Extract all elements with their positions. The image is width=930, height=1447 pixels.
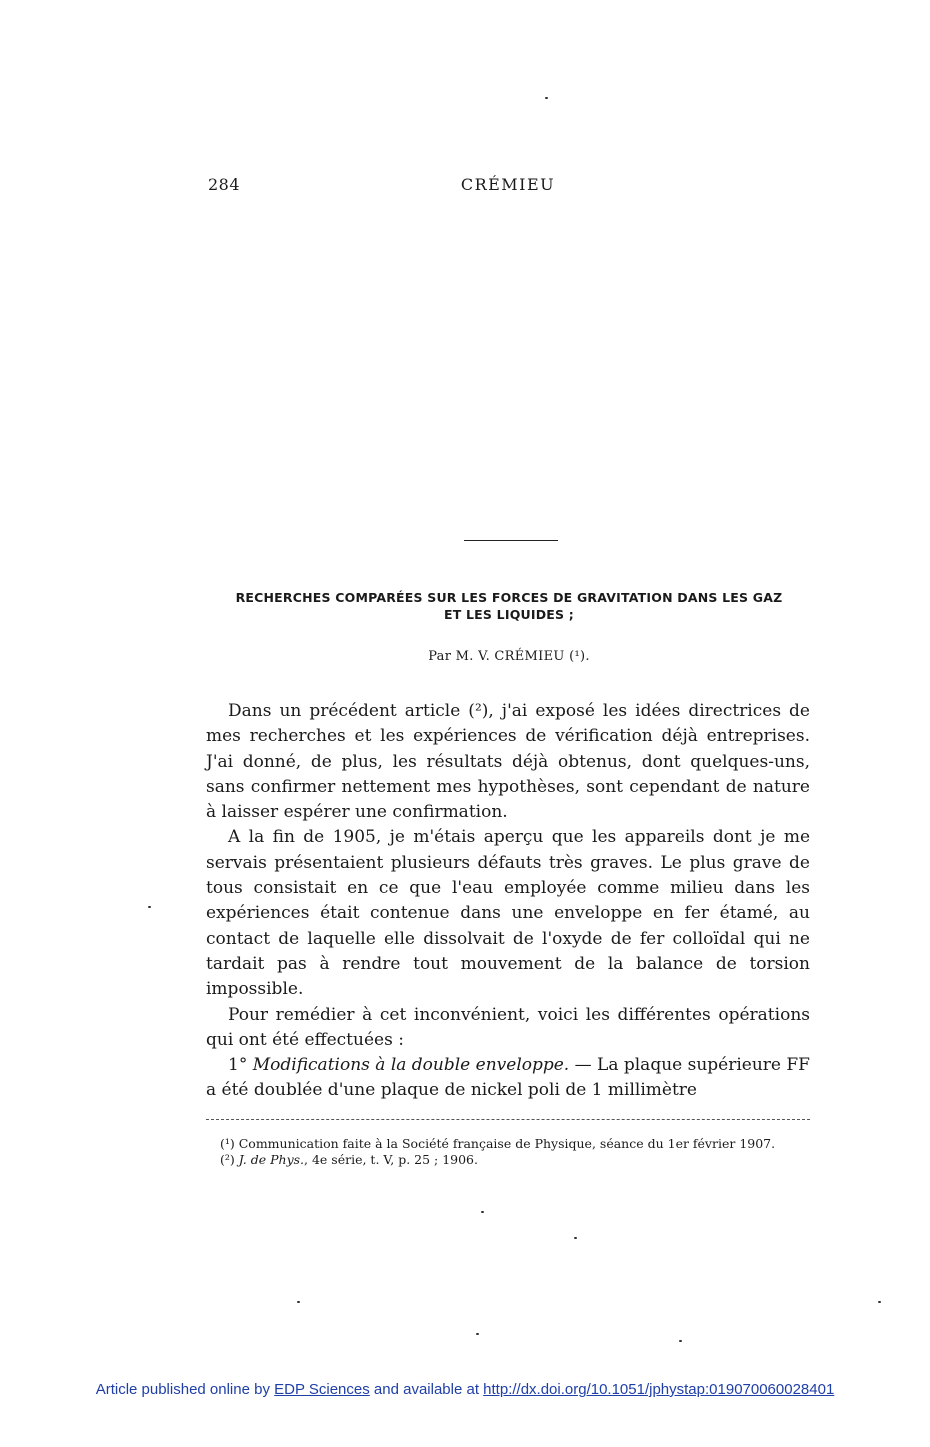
article-title (206, 589, 812, 623)
footnote-2-marker: (²) (220, 1152, 239, 1167)
paragraph-4-text: — La plaque supérieure FF a été doublée d'une plaque de nickel poli de 1 millimètre (206, 1055, 810, 1101)
scan-speck (297, 1301, 300, 1303)
footnotes (206, 1136, 810, 1168)
byline: Par M. V. CRÉMIEU (¹). (428, 649, 590, 664)
publisher-middle: and available at (369, 1381, 484, 1398)
edp-sciences-link[interactable]: EDP Sciences (274, 1381, 370, 1398)
running-head: CRÉMIEU (460, 175, 556, 194)
doi-link[interactable]: http://dx.doi.org/10.1051/jphystap:019070060028401 (483, 1381, 835, 1398)
scan-speck (148, 906, 151, 908)
page-number: 284 (208, 175, 241, 194)
title-rule (464, 540, 558, 541)
footnote-2-ref: , 4e série, t. V, p. 25 ; 1906. (304, 1152, 478, 1167)
scan-speck (679, 1340, 682, 1342)
scan-speck (481, 1211, 484, 1213)
paragraph-1: Dans un précédent article (²), j'ai exposé les idées directrices de mes recherches et les expériences de vérification déjà entreprises. J'ai donné, de plus, les résultats déjà obtenus, dont quelques-uns, sans confirmer nettement mes hypothèses, sont cependant de nature à laisser espérer une confirmation. (206, 701, 810, 823)
scan-speck (476, 1333, 479, 1335)
footnote-rule (206, 1119, 810, 1120)
scan-speck (545, 97, 548, 99)
section-heading-italic: Modifications à la double enveloppe. (252, 1055, 570, 1076)
publisher-line (0, 1381, 930, 1398)
scan-speck (574, 1237, 577, 1239)
scan-speck (878, 1301, 881, 1303)
paragraph-4 (206, 1053, 810, 1104)
body-text (206, 699, 810, 1104)
footnote-2 (206, 1152, 810, 1168)
article-title-line-1: RECHERCHES COMPARÉES SUR LES FORCES DE GRAVITATION DANS LES GAZ (235, 590, 783, 605)
footnote-2-journal: J. de Phys. (238, 1152, 305, 1167)
publisher-prefix: Article published online by (95, 1381, 275, 1398)
paragraph-2: A la fin de 1905, je m'étais aperçu que les appareils dont je me servais présentaient plusieurs défauts très graves. Le plus grave de tous consistait en ce que l'eau employée comme milieu dans les expériences était contenue dans une enveloppe en fer étamé, au contact de laquelle elle dissolvait de l'oxyde de fer colloïdal qui ne tardait pas à rendre tout mouvement de la balance de torsion impossible. (206, 827, 810, 1000)
paragraph-4-number: 1° (228, 1055, 253, 1076)
paragraph-3: Pour remédier à cet inconvénient, voici les différentes opérations qui ont été effectuées : (206, 1004, 810, 1050)
footnote-1: (¹) Communication faite à la Société française de Physique, séance du 1er février 1907. (220, 1136, 776, 1151)
article-title-line-2: ET LES LIQUIDES ; (444, 607, 574, 622)
